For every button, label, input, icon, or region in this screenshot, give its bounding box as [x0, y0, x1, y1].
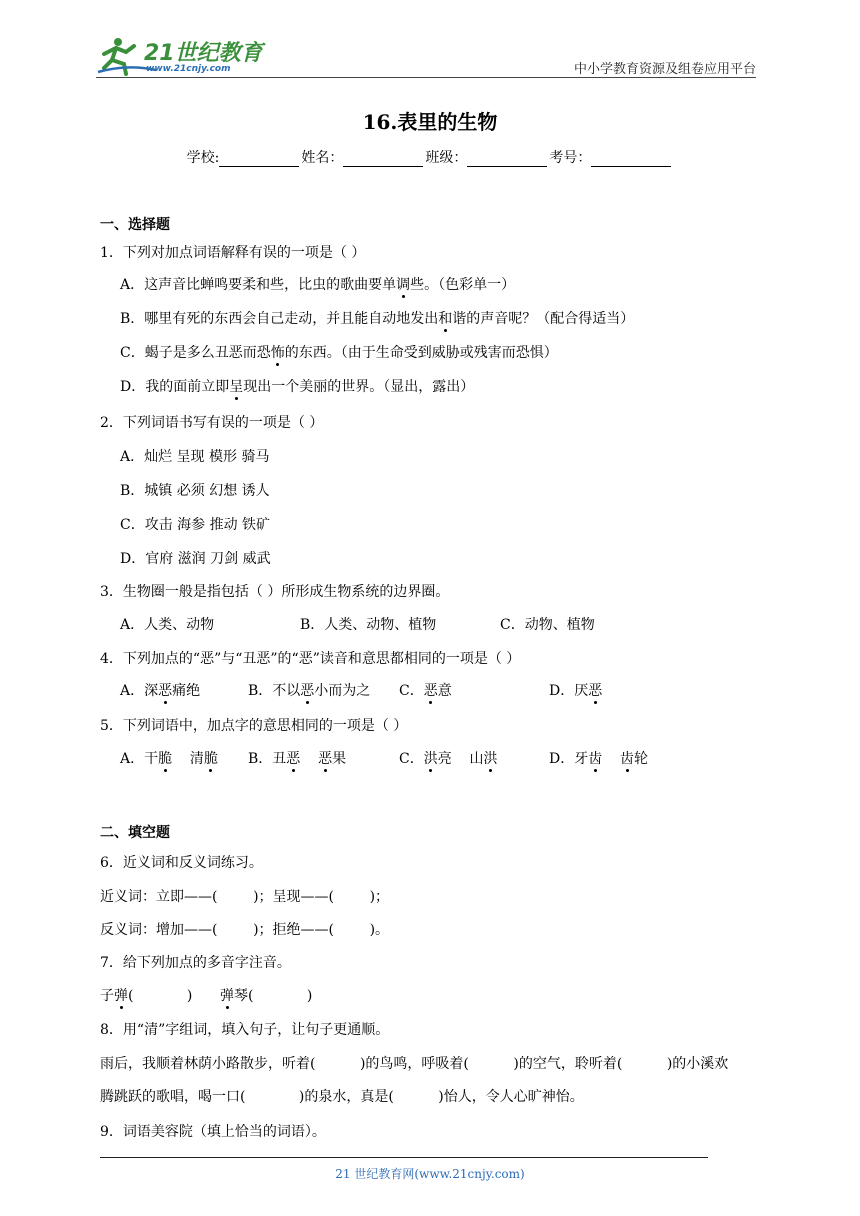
q5-c-dotted2: 洪	[483, 751, 498, 767]
q4-c-dotted: 恶	[423, 683, 438, 699]
q6-antonym-line[interactable]: 反义词：增加——( )；拒绝——( )。	[100, 922, 390, 938]
logo-text: 21世纪教育	[144, 41, 263, 66]
class-blank[interactable]	[467, 152, 547, 167]
q4-c-text: C．	[399, 683, 424, 699]
q5-a-dotted2: 脆	[203, 751, 218, 767]
q7-b-dotted: 弹	[220, 988, 234, 1004]
q5-b-text2	[300, 751, 318, 767]
q6-synonym-line[interactable]: 近义词：立即——( )；呈现——( )；	[100, 889, 390, 905]
q5-d-text3: 轮	[634, 751, 649, 767]
q4-option-b[interactable]	[248, 680, 370, 700]
q5-b-text3: 果	[332, 751, 347, 767]
question-5-stem: 5．下列词语中，加点字的意思相同的一项是（ ）	[100, 718, 408, 734]
name-label: 姓名：	[301, 150, 344, 166]
question-1-stem: 1．下列对加点词语解释有误的一项是（ ）	[100, 245, 366, 261]
q5-d-text: D．牙	[549, 751, 589, 767]
page-title: 16.表里的生物	[362, 110, 498, 134]
q3-option-a[interactable]: A．人类、动物	[120, 617, 215, 633]
q4-b-dotted: 恶	[300, 683, 315, 699]
q5-a-dotted1: 脆	[158, 751, 173, 767]
q5-a-text2: 清	[172, 751, 204, 767]
logo-url: www.21cnjy.com	[146, 64, 231, 74]
q1-c-dotted: 怖	[270, 345, 285, 361]
exam-no-blank[interactable]	[591, 152, 671, 167]
q1-b-dotted: 和	[438, 311, 453, 327]
question-9-stem: 9．词语美容院（填上恰当的词语）。	[100, 1124, 326, 1140]
platform-name: 中小学教育资源及组卷应用平台	[573, 62, 756, 77]
q7-a-text: 子	[100, 988, 114, 1004]
q4-d-dotted: 恶	[588, 683, 603, 699]
school-blank[interactable]	[219, 152, 299, 167]
q1-d-text: D．我的面前立即	[120, 379, 230, 395]
q5-b-dotted1: 恶	[286, 751, 301, 767]
q5-option-d[interactable]	[549, 748, 648, 768]
q4-a-text: A．深	[120, 683, 159, 699]
q3-option-b[interactable]: B．人类、动物、植物	[300, 617, 437, 633]
q1-b-text2: 谐的声音呢？（配合得适当）	[452, 311, 635, 327]
q5-c-text: C．	[399, 751, 424, 767]
q5-option-c[interactable]	[399, 748, 498, 768]
q7-item-a[interactable]	[100, 985, 192, 1005]
q2-option-c[interactable]: C．攻击 海参 推动 铁矿	[120, 517, 271, 533]
q1-d-dotted: 呈	[229, 379, 244, 395]
q7-b-blank: 琴( )	[234, 988, 313, 1004]
q5-option-b[interactable]	[248, 748, 346, 768]
q1-d-text2: 现出一个美丽的世界。（显出，露出）	[243, 379, 475, 395]
q5-d-text2	[602, 751, 620, 767]
footer-divider	[100, 1157, 708, 1158]
question-7-stem: 7．给下列加点的多音字注音。	[100, 955, 291, 971]
q4-a-dotted: 恶	[158, 683, 173, 699]
q1-option-a[interactable]	[120, 274, 515, 294]
q4-c-text2: 意	[437, 683, 452, 699]
header-divider	[96, 77, 756, 78]
q2-option-b[interactable]: B．城镇 必须 幻想 诱人	[120, 483, 270, 499]
q1-option-c[interactable]	[120, 342, 558, 362]
q1-c-text2: 的东西。（由于生命受到威胁或残害而恐惧）	[284, 345, 558, 361]
q1-a-text2: 些。（色彩单一）	[410, 277, 516, 293]
section-heading-fill: 二、填空题	[100, 825, 170, 841]
name-blank[interactable]	[343, 152, 423, 167]
q7-a-dotted: 弹	[114, 988, 128, 1004]
q5-d-dotted1: 齿	[588, 751, 603, 767]
question-4-stem: 4．下列加点的“恶”与“丑恶”的“恶”读音和意思都相同的一项是（ ）	[100, 651, 521, 667]
q2-option-d[interactable]: D．官府 滋润 刀剑 威武	[120, 551, 271, 567]
exam-no-label: 考号：	[549, 150, 592, 166]
q1-option-b[interactable]	[120, 308, 634, 328]
q4-option-d[interactable]	[549, 680, 602, 700]
site-logo	[96, 34, 263, 78]
question-8-stem: 8．用“清”字组词，填入句子，让句子更通顺。	[100, 1022, 390, 1038]
q1-b-text: B．哪里有死的东西会自己走动，并且能自动地发出	[120, 311, 439, 327]
q4-a-text2: 痛绝	[172, 683, 201, 699]
q5-b-text: B．丑	[248, 751, 287, 767]
question-2-stem: 2．下列词语书写有误的一项是（ ）	[100, 415, 324, 431]
q5-c-text2: 亮 山	[437, 751, 484, 767]
q5-d-dotted2: 齿	[620, 751, 635, 767]
q5-c-dotted1: 洪	[423, 751, 438, 767]
q4-b-text2: 小而为之	[314, 683, 371, 699]
q7-a-blank: ( )	[128, 988, 193, 1004]
q4-option-a[interactable]	[120, 680, 200, 700]
q4-b-text: B．不以	[248, 683, 301, 699]
school-label: 学校:	[186, 150, 220, 166]
q5-a-text: A．干	[120, 751, 159, 767]
q4-option-c[interactable]	[399, 680, 452, 700]
student-info	[0, 147, 860, 167]
class-label: 班级：	[425, 150, 468, 166]
section-heading-choice: 一、选择题	[100, 217, 170, 233]
q2-option-a[interactable]: A．灿烂 呈现 模形 骑马	[120, 449, 270, 465]
q1-a-text: A．这声音比蝉鸣要柔和些，比虫的歌曲要单	[120, 277, 397, 293]
q1-a-dotted: 调	[396, 277, 411, 293]
q1-c-text: C．蝎子是多么丑恶而恐	[120, 345, 271, 361]
question-6-stem: 6．近义词和反义词练习。	[100, 855, 263, 871]
q7-item-b[interactable]	[220, 985, 312, 1005]
q3-option-c[interactable]: C．动物、植物	[500, 617, 595, 633]
question-3-stem: 3．生物圈一般是指包括（ ）所形成生物系统的边界圈。	[100, 584, 450, 600]
q8-line-1[interactable]: 雨后，我顺着林荫小路散步，听着( )的鸟鸣，呼吸着( )的空气，聆听着( )的小溪欢	[100, 1056, 729, 1072]
q4-d-text: D．厌	[549, 683, 589, 699]
q5-option-a[interactable]	[120, 748, 218, 768]
q5-b-dotted2: 恶	[318, 751, 333, 767]
q8-line-2[interactable]: 腾跳跃的歌唱，喝一口( )的泉水，真是( )怡人，令人心旷神怡。	[100, 1089, 584, 1105]
footer-link[interactable]: 21 世纪教育网(www.21cnjy.com)	[335, 1167, 525, 1181]
q1-option-d[interactable]	[120, 376, 474, 396]
